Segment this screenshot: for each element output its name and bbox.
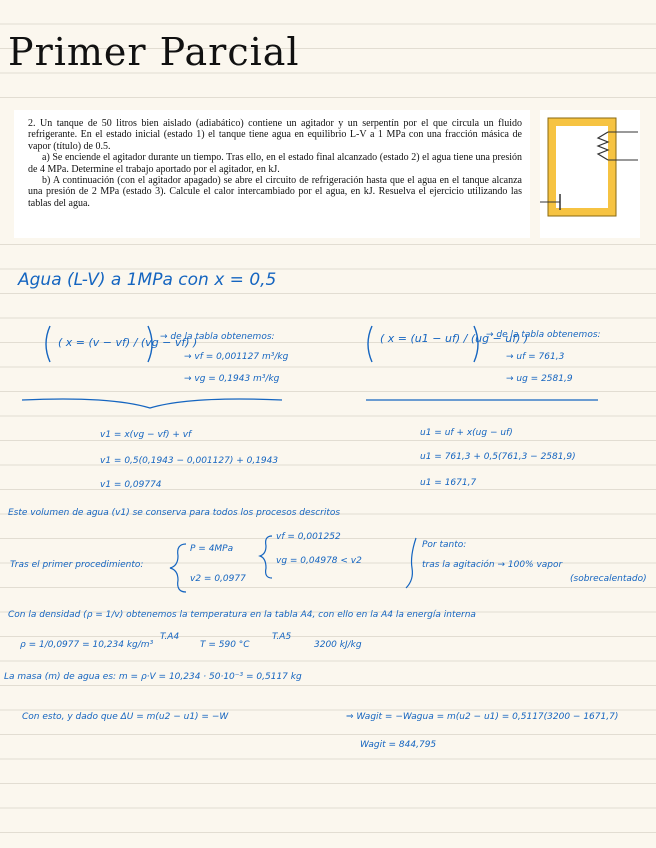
problem-statement <box>14 110 530 238</box>
right-calc-line-1: u1 = uf + x(ug − uf) <box>420 428 513 438</box>
density-calc: ρ = 1/0,0977 = 10,234 kg/m³ <box>20 640 154 650</box>
left-calc-line-3: v1 = 0,09774 <box>100 480 162 490</box>
conclusion-vapor: tras la agitación → 100% vapor <box>422 560 563 570</box>
heading-water-state: Agua (L-V) a 1MPa con x = 0,5 <box>18 270 277 290</box>
work-result: Wagit = 844,795 <box>360 740 437 750</box>
left-quality-formula: ( x = (v − vf) / (vg − vf) ) <box>58 336 198 349</box>
table-a5-arrow: T.A5 <box>272 632 292 642</box>
right-calc-line-3: u1 = 1671,7 <box>420 478 477 488</box>
right-table-note: → de la tabla obtenemos: <box>486 330 601 340</box>
left-vf-value: → vf = 0,001127 m³/kg <box>184 352 289 362</box>
problem-intro: 2. Un tanque de 50 litros bien aislado (adiabático) contiene un agitador y un serpentín por el que circula un fluido refrigerante. En el estado inicial (estado 1) el tanque tiene agua en equilibrio L-V a 1 MPa con una fracción másica de vapor (título) de 0.5. <box>28 118 522 152</box>
left-table-note: → de la tabla obtenemos: <box>160 332 275 342</box>
right-quality-formula: ( x = (u1 − uf) / (ug − uf) ) <box>380 332 529 345</box>
conclusion-label: Por tanto: <box>422 540 467 550</box>
tank-diagram <box>540 110 640 238</box>
conclusion-superheated: (sobrecalentado) <box>570 574 647 584</box>
energy-balance: Con esto, y dado que ΔU = m(u2 − u1) = −W <box>22 712 229 722</box>
right-ug-value: → ug = 2581,9 <box>506 374 573 384</box>
right-calc-line-2: u1 = 761,3 + 0,5(761,3 − 2581,9) <box>420 452 576 462</box>
after-stirring-label: Tras el primer procedimiento: <box>10 560 144 570</box>
state2-vg: vg = 0,04978 < v2 <box>276 556 362 566</box>
left-calc-line-2: v1 = 0,5(0,1943 − 0,001127) + 0,1943 <box>100 456 279 466</box>
right-uf-value: → uf = 761,3 <box>506 352 565 362</box>
page-title: Primer Parcial <box>8 30 300 74</box>
internal-energy-value: 3200 kJ/kg <box>314 640 362 650</box>
problem-part-b: b) A continuación (con el agitador apagado) se abre el circuito de refrigeración hasta que el agua en el tanque alcanza una presión de 2 MPa (estado 3). Calcule el calor intercambiado por el agua, en kJ. Resuelva el ejercicio utilizando las tablas del agua. <box>28 175 522 209</box>
left-vg-value: → vg = 0,1943 m³/kg <box>184 374 280 384</box>
constant-volume-note: Este volumen de agua (v1) se conserva para todos los procesos descritos <box>8 508 341 518</box>
mass-calc: La masa (m) de agua es: m = ρ·V = 10,234 · 50·10⁻³ = 0,5117 kg <box>4 672 302 682</box>
problem-part-a: a) Se enciende el agitador durante un tiempo. Tras ello, en el estado final alcanzado (estado 2) el agua tiene una presión de 4 MPa. Determine el trabajo aportado por el agitador, en kJ. <box>28 152 522 175</box>
temperature-value: T = 590 °C <box>200 640 250 650</box>
density-note: Con la densidad (ρ = 1/v) obtenemos la temperatura en la tabla A4, con ello en la A4 la energía interna <box>8 610 476 620</box>
left-calc-line-1: v1 = x(vg − vf) + vf <box>100 430 192 440</box>
state2-volume: v2 = 0,0977 <box>190 574 246 584</box>
table-a4-arrow: T.A4 <box>160 632 180 642</box>
state2-pressure: P = 4MPa <box>190 544 234 554</box>
work-calc: ⇒ Wagit = −Wagua = m(u2 − u1) = 0,5117(3200 − 1671,7) <box>346 712 619 722</box>
state2-vf: vf = 0,001252 <box>276 532 341 542</box>
